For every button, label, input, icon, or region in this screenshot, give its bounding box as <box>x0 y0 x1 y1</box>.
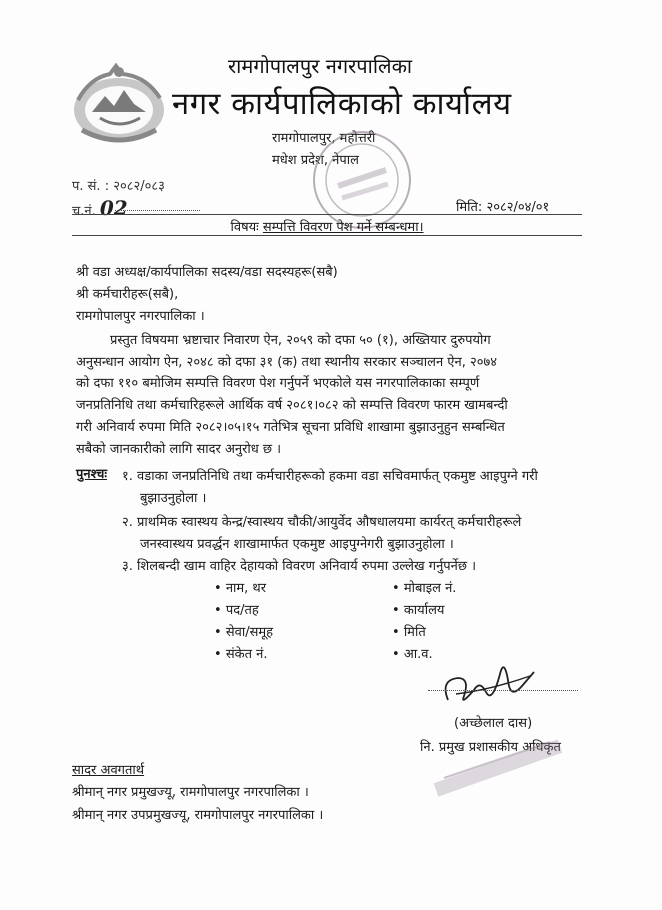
signatory-name: (अच्छेलाल दास) <box>454 716 533 731</box>
subject-line <box>72 217 582 235</box>
cc-line-1: श्रीमान् नगर प्रमुखज्यू, रामगोपालपुर नगरपालिका । <box>72 785 309 800</box>
address-line-2: मधेश प्रदेश, नेपाल <box>272 153 359 168</box>
postscript-item-1-cont: बुझाउनुहोला । <box>140 491 207 506</box>
body-line-3: को दफा ११० बमोजिम सम्पत्ति विवरण पेश गर्नुपर्ने भएकोले यस नगरपालिकाका सम्पूर्ण <box>76 376 480 392</box>
subject-box <box>72 214 582 236</box>
address-line-1: रामगोपालपुर, महोत्तरी <box>272 131 376 146</box>
reference-number <box>72 176 165 194</box>
date-value: २०८२/०४/०१ <box>486 200 550 215</box>
office-title: नगर कार्यपालिकाको कार्यालय <box>172 86 512 122</box>
subject-text: सम्पत्ति विवरण पेश गर्ने सम्बन्धमा। <box>262 220 424 235</box>
body-line-5: गरी अनिवार्य रुपमा मिति २०८२।०५।१५ गतेभित्र सूचना प्रविधि शाखामा बुझाउनुहुन सम्बन्धित <box>76 419 505 435</box>
officer-stamp-icon <box>430 738 570 798</box>
postscript-item-2-cont: जनस्वास्थय प्रवर्द्धन शाखामार्फत एकमुष्ट आइपुग्नेगरी बुझाउनुहोला । <box>140 537 454 552</box>
date-label: मिति: <box>456 200 483 215</box>
recipient-line-1: श्री वडा अध्यक्ष/कार्यपालिका सदस्य/वडा सदस्यहरू(सबै) <box>76 265 338 280</box>
list-item: • मिति <box>392 625 426 640</box>
signature-line <box>428 690 578 691</box>
list-item: • मोबाइल नं. <box>392 581 457 596</box>
body-line-4: जनप्रतिनिधि तथा कर्मचारिहरूले आर्थिक वर्ष २०८१।०८२ को सम्पत्ति विवरण फारम खामबन्दी <box>76 398 508 414</box>
ref-label: प. सं. : <box>72 179 110 194</box>
cn-value: 02 <box>99 196 128 220</box>
signatory-title: नि. प्रमुख प्रशासकीय अधिकृत <box>420 740 561 755</box>
list-item: • सेवा/समूह <box>214 625 274 640</box>
cn-label: च.नं. <box>72 204 96 219</box>
recipient-line-3: रामगोपालपुर नगरपालिका । <box>76 309 205 324</box>
list-item: • नाम, थर <box>214 581 267 596</box>
postscript-label: पुनश्चः <box>76 467 108 482</box>
signature-icon <box>430 650 540 720</box>
list-item: • संकेत नं. <box>214 647 268 662</box>
ref-value: २०८२/०८३ <box>113 179 165 194</box>
nepal-emblem-icon <box>70 60 168 146</box>
body-line-2: अनुसन्धान आयोग ऐन, २०४८ को दफा ३१ (क) तथा स्थानीय सरकार सञ्चालन ऐन, २०७४ <box>76 354 498 370</box>
postscript-item-2: २. प्राथमिक स्वास्थय केन्द्र/स्वास्थय चौकी/आयुर्वेद औषधालयमा कार्यरत् कर्मचारीहरूले <box>122 515 522 530</box>
body-paragraph <box>76 330 582 460</box>
list-item: • कार्यालय <box>392 603 445 618</box>
dotted-line <box>115 210 200 211</box>
list-item: • पद/तह <box>214 603 259 618</box>
cc-label: सादर अवगतार्थ <box>72 763 145 778</box>
body-line-6: सबैको जानकारीको लागि सादर अनुरोध छ । <box>76 441 282 457</box>
cc-line-2: श्रीमान् नगर उपप्रमुखज्यू, रामगोपालपुर नगरपालिका । <box>72 808 324 823</box>
municipality-name: रामगोपालपुर नगरपालिका <box>228 54 413 78</box>
list-item: • आ.व. <box>392 647 433 662</box>
subject-label: विषयः <box>230 220 259 235</box>
postscript-item-1: १. वडाका जनप्रतिनिधि तथा कर्मचारीहरूको हकमा वडा सचिवमार्फत् एकमुष्ट आइपुग्ने गरी <box>122 469 538 484</box>
body-line-1: प्रस्तुत विषयमा भ्रष्टाचार निवारण ऐन, २०५९ को दफा ५० (१), अख्तियार दुरुपयोग <box>110 333 491 348</box>
postscript-item-3: ३. शिलबन्दी खाम वाहिर देहायको विवरण अनिवार्य रुपमा उल्लेख गर्नुपर्नेछ । <box>122 559 477 574</box>
recipient-line-2: श्री कर्मचारीहरू(सबै), <box>76 287 179 302</box>
letter-date <box>456 197 549 215</box>
